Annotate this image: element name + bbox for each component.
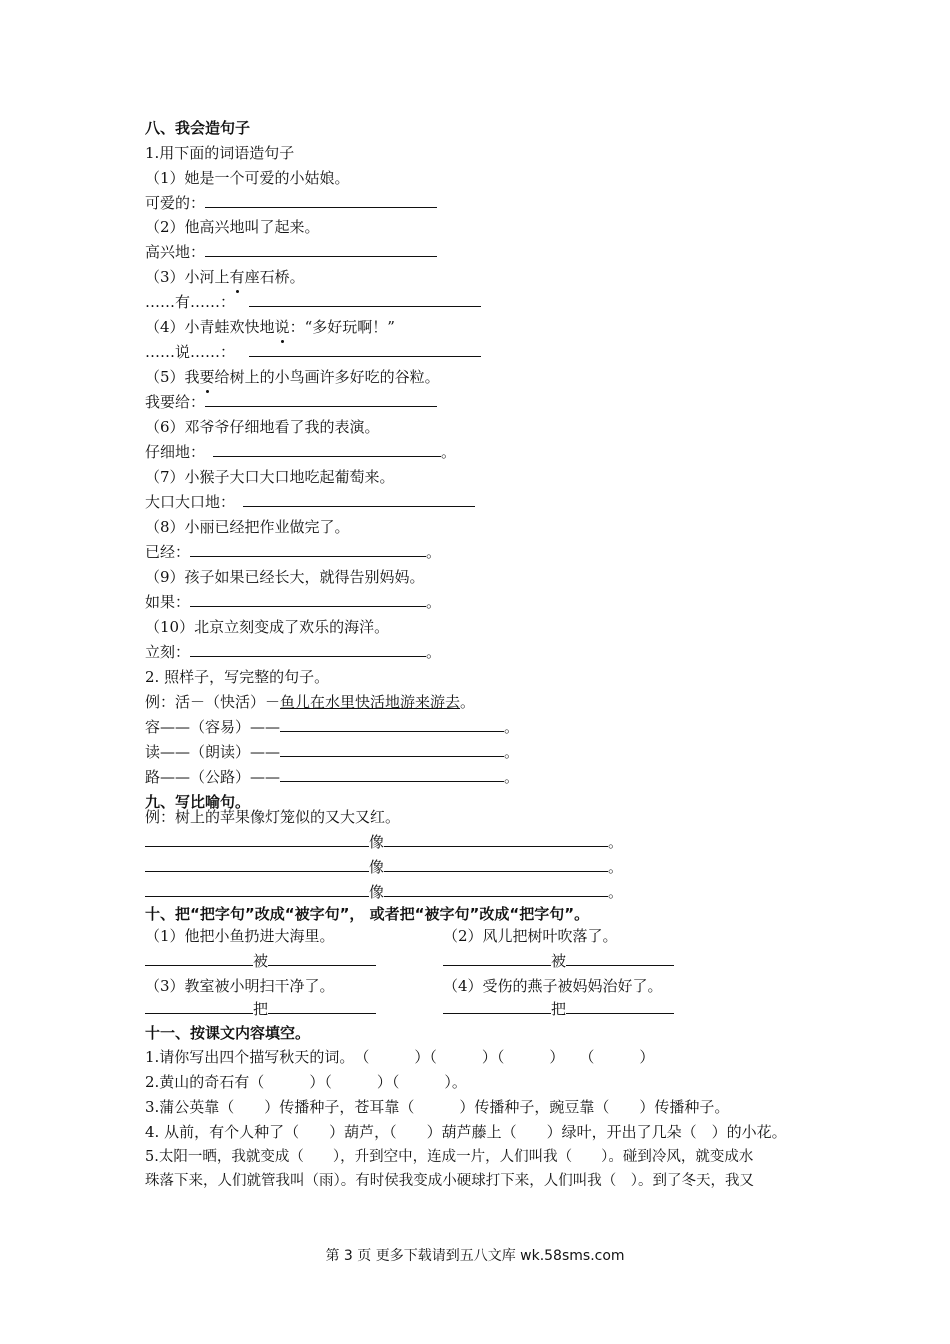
q2-prompt-2: 读——（朗读）—— xyxy=(145,743,281,761)
sentence-4-post: ：“多好玩啊！” xyxy=(289,318,395,336)
sentence-10: （10）北京立刻变成了欢乐的海洋。 xyxy=(145,618,390,636)
period: 。 xyxy=(504,718,520,736)
period: 。 xyxy=(426,643,442,661)
word-2: 高兴地： xyxy=(145,243,206,261)
word-6: 仔细地： xyxy=(145,443,206,461)
conv-sentence-3: （3）教室被小明扫干净了。 xyxy=(145,977,335,995)
answer-blank[interactable] xyxy=(145,881,369,897)
q2-line-3 xyxy=(145,766,519,788)
answer-blank[interactable] xyxy=(205,192,437,208)
conv-sentence-1: （1）他把小鱼扔进大海里。 xyxy=(145,927,335,945)
word-line-2 xyxy=(145,241,437,263)
word-line-4 xyxy=(145,341,481,363)
ba-word: 把 xyxy=(551,1000,567,1018)
word-9: 如果： xyxy=(145,593,191,611)
answer-blank[interactable] xyxy=(280,741,504,757)
answer-blank[interactable] xyxy=(249,341,481,357)
q2-line-1 xyxy=(145,716,519,738)
simile-like: 像 xyxy=(369,858,385,876)
period: 。 xyxy=(426,543,442,561)
answer-blank[interactable] xyxy=(443,998,551,1014)
conv-sentence-4: （4）受伤的燕子被妈妈治好了。 xyxy=(443,977,663,995)
answer-blank[interactable] xyxy=(205,391,437,407)
section9-example: 例：树上的苹果像灯笼似的又大又红。 xyxy=(145,808,401,826)
period: 。 xyxy=(426,593,442,611)
q1-title: 1.用下面的词语造句子 xyxy=(145,144,295,162)
word-4: ……说……： xyxy=(145,343,236,361)
section9-title: 九、写比喻句。 xyxy=(145,793,251,811)
sentence-3-pre: （3）小河上 xyxy=(145,268,230,286)
page-footer: 第 3 页 更多下载请到五八文库 wk.58sms.com xyxy=(325,1248,625,1264)
example-answer: 鱼儿在水里快活地游来游去 xyxy=(280,693,461,711)
conv-answer-4 xyxy=(443,998,674,1020)
word-line-9 xyxy=(145,591,441,613)
word-line-3 xyxy=(145,291,481,313)
conv-sentence-2: （2）风儿把树叶吹落了。 xyxy=(443,927,618,945)
bei-word: 被 xyxy=(253,952,269,970)
period: 。 xyxy=(504,743,520,761)
period: 。 xyxy=(608,833,624,851)
sentence-3 xyxy=(145,266,305,288)
answer-blank[interactable] xyxy=(384,881,608,897)
simile-like: 像 xyxy=(369,833,385,851)
answer-blank[interactable] xyxy=(145,856,369,872)
period: 。 xyxy=(608,858,624,876)
simile-like: 像 xyxy=(369,883,385,901)
answer-blank[interactable] xyxy=(145,950,253,966)
period: 。 xyxy=(441,443,457,461)
simile-line-1 xyxy=(145,831,623,853)
answer-blank[interactable] xyxy=(145,998,253,1014)
word-3: ……有……： xyxy=(145,293,236,311)
bei-word: 被 xyxy=(551,952,567,970)
word-line-1 xyxy=(145,192,437,214)
sentence-5-pre: （5） xyxy=(145,368,185,386)
answer-blank[interactable] xyxy=(190,541,426,557)
sentence-4-dotted: 说 xyxy=(274,318,290,336)
sentence-5-dotted: 我要给 xyxy=(184,368,230,386)
sentence-3-dotted: 有 xyxy=(229,268,245,286)
answer-blank[interactable] xyxy=(145,831,369,847)
simile-line-3 xyxy=(145,881,623,903)
simile-line-2 xyxy=(145,856,623,878)
sentence-2: （2）他高兴地叫了起来。 xyxy=(145,218,320,236)
word-line-8 xyxy=(145,541,441,563)
answer-blank[interactable] xyxy=(249,291,481,307)
sentence-4 xyxy=(145,316,395,338)
section10-title: 十、把“把字句”改成“被字句”， 或者把“被字句”改成“把字句”。 xyxy=(145,905,590,923)
sentence-6: （6）邓爷爷仔细地看了我的表演。 xyxy=(145,418,380,436)
sentence-5-post: 树上的小鸟画许多好吃的谷粒。 xyxy=(229,368,440,386)
period: 。 xyxy=(460,693,476,711)
answer-blank[interactable] xyxy=(213,441,441,457)
q2-title: 2. 照样子，写完整的句子。 xyxy=(145,668,330,686)
section11-title: 十一、按课文内容填空。 xyxy=(145,1024,311,1042)
q2-example xyxy=(145,691,475,713)
word-1: 可爱的： xyxy=(145,194,206,212)
fill-line-1: 1.请你写出四个描写秋天的词。 （ ）（ ）（ ） （ ） xyxy=(145,1048,655,1066)
conv-answer-1 xyxy=(145,950,376,972)
fill-line-2: 2.黄山的奇石有（ ）（ ）（ ）。 xyxy=(145,1073,467,1091)
sentence-4-pre: （4）小青蛙欢快地 xyxy=(145,318,275,336)
answer-blank[interactable] xyxy=(190,641,426,657)
word-5: 我要给： xyxy=(145,393,206,411)
q2-prompt-1: 容——（容易）—— xyxy=(145,718,281,736)
answer-blank[interactable] xyxy=(190,591,426,607)
fill-line-5: 5.太阳一晒，我就变成（ ），升到空中，连成一片，人们叫我（ ）。碰到冷风，就变成水 xyxy=(145,1149,754,1165)
answer-blank[interactable] xyxy=(243,491,475,507)
conv-answer-2 xyxy=(443,950,674,972)
example-prefix: 例：活－（快活）－ xyxy=(145,693,281,711)
sentence-8: （8）小丽已经把作业做完了。 xyxy=(145,518,350,536)
answer-blank[interactable] xyxy=(268,998,376,1014)
word-line-10 xyxy=(145,641,441,663)
answer-blank[interactable] xyxy=(280,766,504,782)
sentence-5 xyxy=(145,366,440,388)
ba-word: 把 xyxy=(253,1000,269,1018)
q2-prompt-3: 路——（公路）—— xyxy=(145,768,281,786)
word-7: 大口大口地： xyxy=(145,493,236,511)
answer-blank[interactable] xyxy=(384,856,608,872)
period: 。 xyxy=(608,883,624,901)
section8-title: 八、我会造句子 xyxy=(145,119,251,137)
conv-answer-3 xyxy=(145,998,376,1020)
answer-blank[interactable] xyxy=(384,831,608,847)
word-10: 立刻： xyxy=(145,643,191,661)
sentence-1: （1）她是一个可爱的小姑娘。 xyxy=(145,169,350,187)
fill-line-6: 珠落下来，人们就管我叫（雨）。有时侯我变成小硬球打下来，人们叫我（ ）。到了冬天，我又 xyxy=(145,1173,754,1189)
word-line-7 xyxy=(145,491,475,513)
word-line-5 xyxy=(145,391,437,413)
answer-blank[interactable] xyxy=(443,950,551,966)
answer-blank[interactable] xyxy=(280,716,504,732)
answer-blank[interactable] xyxy=(268,950,376,966)
answer-blank[interactable] xyxy=(205,241,437,257)
answer-blank[interactable] xyxy=(566,998,674,1014)
sentence-3-post: 座石桥。 xyxy=(244,268,305,286)
q2-line-2 xyxy=(145,741,519,763)
fill-line-3: 3.蒲公英靠（ ）传播种子，苍耳靠（ ）传播种子，豌豆靠（ ）传播种子。 xyxy=(145,1098,730,1116)
fill-line-4: 4. 从前，有个人种了（ ）葫芦，（ ）葫芦藤上（ ）绿叶，开出了几朵（ ）的小花。 xyxy=(145,1123,787,1141)
word-line-6 xyxy=(145,441,456,463)
answer-blank[interactable] xyxy=(566,950,674,966)
sentence-9: （9）孩子如果已经长大，就得告别妈妈。 xyxy=(145,568,425,586)
word-8: 已经： xyxy=(145,543,191,561)
period: 。 xyxy=(504,768,520,786)
sentence-7: （7）小猴子大口大口地吃起葡萄来。 xyxy=(145,468,395,486)
